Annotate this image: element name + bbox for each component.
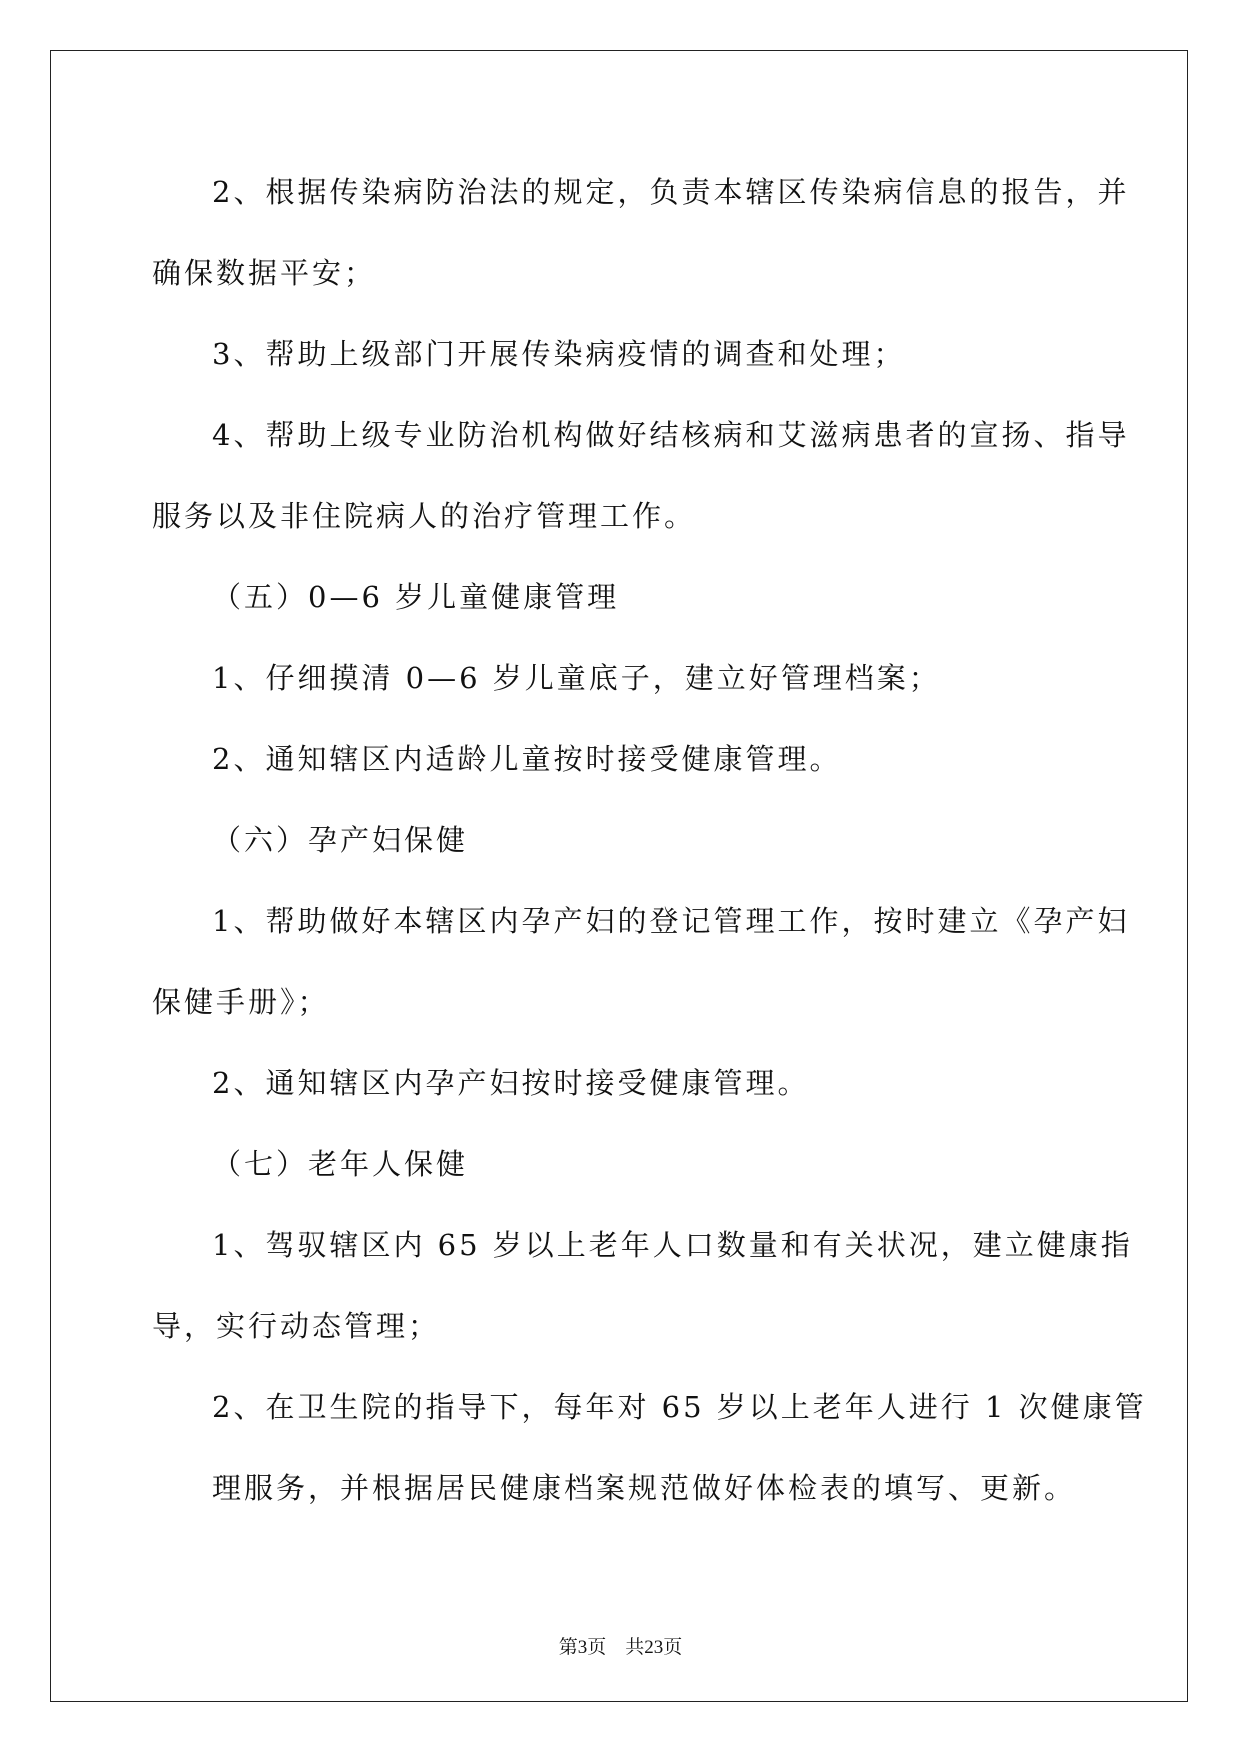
page-label-suffix: 页 <box>587 1637 607 1658</box>
text-line: 3、帮助上级部门开展传染病疫情的调查和处理； <box>212 337 906 371</box>
total-pages-number: 23 <box>644 1637 664 1658</box>
section-heading: （七）老年人保健 <box>212 1147 469 1181</box>
total-label-suffix: 页 <box>663 1637 683 1658</box>
section-heading: （五）0—6 岁儿童健康管理 <box>212 580 620 614</box>
text-line: 确保数据平安； <box>152 256 377 290</box>
page-label-prefix: 第 <box>558 1637 578 1658</box>
total-label-prefix: 共 <box>625 1637 645 1658</box>
text-line: 2、通知辖区内适龄儿童按时接受健康管理。 <box>212 742 842 776</box>
text-line: 1、驾驭辖区内 65 岁以上老年人口数量和有关状况，建立健康指 <box>212 1228 1133 1262</box>
page-footer <box>0 1632 1241 1659</box>
text-line: 服务以及非住院病人的治疗管理工作。 <box>152 499 697 533</box>
text-line: 2、通知辖区内孕产妇按时接受健康管理。 <box>212 1066 810 1100</box>
text-line: 保健手册》； <box>152 985 330 1019</box>
page-border <box>50 50 1188 1702</box>
text-line: 4、帮助上级专业防治机构做好结核病和艾滋病患者的宣扬、指导 <box>212 418 1130 452</box>
text-line: 1、仔细摸清 0—6 岁儿童底子，建立好管理档案； <box>212 661 941 695</box>
text-line: 2、在卫生院的指导下，每年对 65 岁以上老年人进行 1 次健康管 <box>212 1390 1147 1424</box>
current-page-number: 3 <box>577 1637 588 1658</box>
text-line: 理服务，并根据居民健康档案规范做好体检表的填写、更新。 <box>212 1471 1077 1505</box>
text-line: 2、根据传染病防治法的规定，负责本辖区传染病信息的报告，并 <box>212 175 1130 209</box>
section-heading: （六）孕产妇保健 <box>212 823 469 857</box>
text-line: 导，实行动态管理； <box>152 1309 441 1343</box>
text-line: 1、帮助做好本辖区内孕产妇的登记管理工作，按时建立《孕产妇 <box>212 904 1130 938</box>
